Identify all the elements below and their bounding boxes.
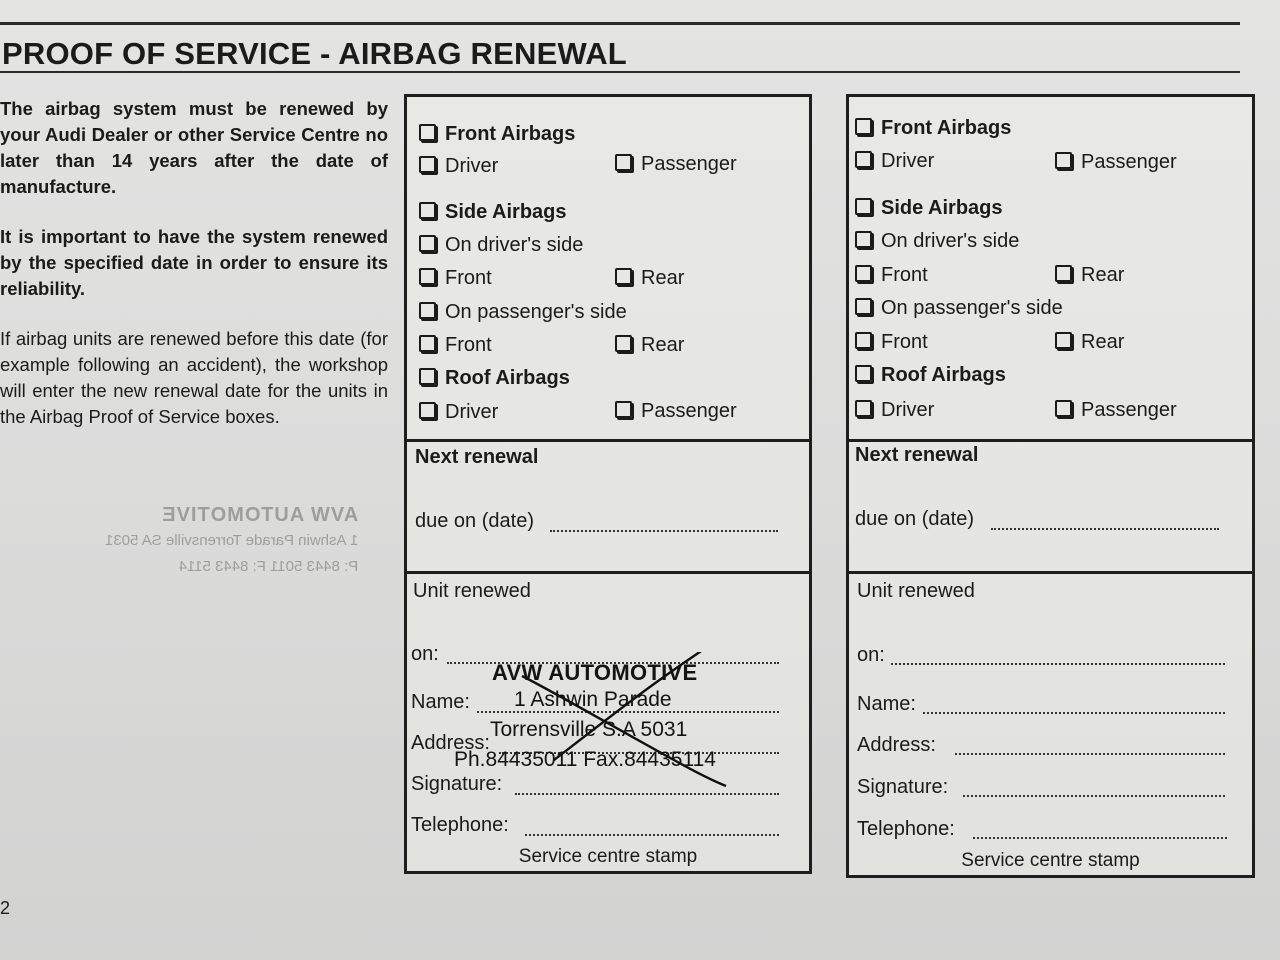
dealer-suburb: Torrensville S.A 5031 — [490, 718, 688, 741]
handwritten-cross-mark — [404, 652, 814, 812]
checkbox-icon — [419, 302, 436, 319]
intro-text — [0, 96, 388, 454]
telephone-field[interactable] — [973, 837, 1227, 839]
checkbox-icon — [419, 156, 436, 173]
telephone-label: Telephone: — [857, 818, 955, 840]
service-centre-stamp-caption: Service centre stamp — [961, 850, 1140, 871]
telephone-field[interactable] — [525, 834, 779, 836]
checkbox-icon — [855, 118, 872, 135]
intro-paragraph-2: It is important to have the system renewed by the specified date in order to ensure its reliability. — [0, 226, 388, 299]
checkbox-icon — [855, 265, 872, 282]
checkbox-icon — [1055, 152, 1072, 169]
roof-airbags-option[interactable]: Roof Airbags — [419, 367, 570, 390]
front-driver-option[interactable]: Driver — [855, 150, 934, 173]
side-airbags-option[interactable]: Side Airbags — [419, 201, 567, 224]
address-label: Address: — [411, 732, 490, 754]
next-renewal-section — [407, 439, 809, 572]
signature-field[interactable] — [963, 795, 1225, 797]
side-driver-rear-option[interactable]: Rear — [615, 267, 684, 290]
checkbox-icon — [855, 198, 872, 215]
side-airbags-option[interactable]: Side Airbags — [855, 197, 1003, 220]
address-label: Address: — [857, 734, 936, 756]
front-passenger-option[interactable]: Passenger — [1055, 151, 1177, 174]
checkbox-icon — [419, 235, 436, 252]
due-date-field[interactable] — [550, 530, 778, 532]
intro-paragraph-3: If airbag units are renewed before this date (for example following an accident), the workshop will enter the new renewal date for the units in the Airbag Proof of Service boxes. — [0, 328, 388, 427]
unit-renewed-section — [849, 571, 1252, 875]
checkbox-icon — [855, 365, 872, 382]
side-drivers-side-option[interactable]: On driver's side — [855, 230, 1019, 253]
dealer-stamp — [404, 652, 814, 812]
intro-paragraph-1: The airbag system must be renewed by your Audi Dealer or other Service Centre no later than 14 years after the date of manufacture. — [0, 98, 388, 197]
checkbox-icon — [419, 335, 436, 352]
signature-label: Signature: — [857, 776, 949, 798]
title-rule — [0, 71, 1240, 73]
checkbox-icon — [855, 400, 872, 417]
side-driver-rear-option[interactable]: Rear — [1055, 264, 1124, 287]
name-label: Name: — [857, 693, 916, 715]
dealer-phone: Ph.84435011 Fax.84435114 — [454, 748, 716, 771]
checkbox-icon — [1055, 265, 1072, 282]
next-renewal-heading: Next renewal — [415, 446, 539, 468]
front-airbags-option[interactable]: Front Airbags — [419, 123, 575, 146]
front-passenger-option[interactable]: Passenger — [615, 153, 737, 176]
side-passengers-side-option[interactable]: On passenger's side — [855, 297, 1063, 320]
side-passengers-side-option[interactable]: On passenger's side — [419, 301, 627, 324]
unit-renewed-heading: Unit renewed — [857, 580, 975, 602]
due-date-field[interactable] — [991, 528, 1219, 530]
next-renewal-heading: Next renewal — [855, 444, 979, 466]
roof-passenger-option[interactable]: Passenger — [1055, 399, 1177, 422]
mirrored-stamp-imprint: AVW AUTOMOTIVE 1 Ashwin Parade Torrensville SA 5031 P: 8443 5011 F: 8443 5114 — [105, 504, 359, 575]
front-driver-option[interactable]: Driver — [419, 155, 498, 178]
checkbox-icon — [615, 268, 632, 285]
page-number: 2 — [0, 898, 11, 918]
top-rule — [0, 22, 1240, 25]
name-field[interactable] — [923, 712, 1225, 714]
checkbox-icon — [1055, 332, 1072, 349]
on-label: on: — [411, 643, 439, 665]
telephone-label: Telephone: — [411, 814, 509, 836]
dealer-street: 1 Ashwin Parade — [514, 688, 672, 711]
dealer-name: AVW AUTOMOTIVE — [492, 660, 698, 685]
checkbox-icon — [419, 268, 436, 285]
on-label: on: — [857, 644, 885, 666]
roof-passenger-option[interactable]: Passenger — [615, 400, 737, 423]
checkbox-icon — [1055, 400, 1072, 417]
address-field[interactable] — [955, 753, 1225, 755]
due-on-label: due on (date) — [855, 508, 974, 530]
side-driver-front-option[interactable]: Front — [855, 264, 928, 287]
service-centre-stamp-caption: Service centre stamp — [518, 846, 698, 867]
due-on-label: due on (date) — [415, 510, 534, 532]
checkbox-icon — [615, 154, 632, 171]
name-label: Name: — [411, 691, 470, 713]
signature-label: Signature: — [411, 773, 503, 795]
checkbox-icon — [855, 151, 872, 168]
roof-airbags-option[interactable]: Roof Airbags — [855, 364, 1006, 387]
page-title: PROOF OF SERVICE - AIRBAG RENEWAL — [2, 36, 627, 71]
front-airbags-option[interactable]: Front Airbags — [855, 117, 1011, 140]
checkbox-icon — [615, 401, 632, 418]
side-driver-front-option[interactable]: Front — [419, 267, 492, 290]
side-passenger-front-option[interactable]: Front — [419, 334, 492, 357]
on-date-field[interactable] — [891, 663, 1225, 665]
checkbox-icon — [855, 332, 872, 349]
unit-renewed-heading: Unit renewed — [413, 580, 531, 602]
next-renewal-section — [849, 439, 1252, 572]
roof-driver-option[interactable]: Driver — [419, 401, 498, 424]
side-drivers-side-option[interactable]: On driver's side — [419, 234, 583, 257]
checkbox-icon — [419, 368, 436, 385]
side-passenger-rear-option[interactable]: Rear — [615, 334, 684, 357]
checkbox-icon — [419, 202, 436, 219]
side-passenger-front-option[interactable]: Front — [855, 331, 928, 354]
checkbox-icon — [419, 124, 436, 141]
roof-driver-option[interactable]: Driver — [855, 399, 934, 422]
checkbox-icon — [855, 231, 872, 248]
side-passenger-rear-option[interactable]: Rear — [1055, 331, 1124, 354]
checkbox-icon — [419, 402, 436, 419]
proof-of-service-box-2 — [846, 94, 1255, 878]
checkbox-icon — [615, 335, 632, 352]
checkbox-icon — [855, 298, 872, 315]
